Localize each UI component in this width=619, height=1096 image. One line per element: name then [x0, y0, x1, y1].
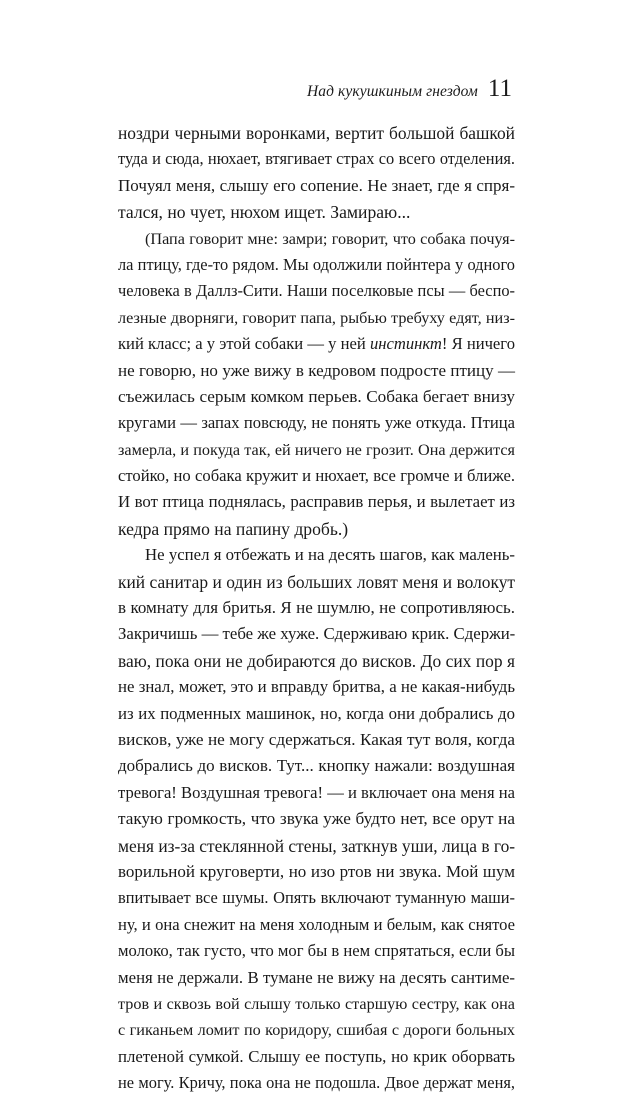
text-line: кедра прямо на папину дробь.) — [118, 518, 349, 539]
text-line: с гиканьем ломит по коридору, сшибая с дороги больных — [118, 1021, 515, 1040]
page-number: 11 — [487, 75, 512, 102]
text-line: меня не держали. В тумане не вижу на десять сантиме- — [118, 967, 515, 987]
text-line: замерла, и покуда так, ей ничего не грозит. Она держится — [118, 440, 515, 459]
text-line: Не успел я отбежать и на десять шагов, как малень- — [145, 545, 515, 565]
text-line: в комнату для бритья. Я не шумлю, не сопротивляюсь. — [118, 598, 515, 618]
text-line: не говорю, но уже вижу в кедровом подросте птицу — — [118, 360, 515, 380]
text-line: кий санитар и один из больших ловят меня и волокут — [118, 571, 515, 592]
text-line: из их подменных машинок, но, когда они добрались до — [118, 703, 515, 723]
text-line: добрались до висков. Тут... кнопку нажали: воздушная — [118, 756, 515, 776]
text-fragment: кий класс; а у этой собаки — у ней — [118, 334, 370, 354]
text-line: кругами — запах повсюду, не понять уже откуда. Птица — [118, 413, 515, 433]
text-line: стойко, но собака кружит и нюхает, все громче и ближе. — [118, 466, 515, 486]
body-text — [118, 120, 515, 1096]
text-line: ноздри черными воронками, вертит большой башкой — [118, 123, 515, 143]
text-line: съежилась серым комком перьев. Собака бегает внизу — [118, 386, 515, 406]
text-line: не знал, может, это и вправду бритва, а не какая-нибудь — [118, 677, 515, 697]
text-line: молоко, так густо, что мог бы в нем спрятаться, если бы — [118, 941, 516, 961]
text-line: лезные дворняги, говорит папа, рыбью требуху едят, низ- — [118, 308, 515, 327]
text-line — [118, 331, 515, 357]
text-line: меня из-за стеклянной стены, заткнув уши, лица в го- — [118, 835, 516, 856]
text-line: Закричишь — тебе же хуже. Сдерживаю крик. Сдержи- — [118, 624, 516, 644]
text-line: такую громкость, что звука уже будто нет, все орут на — [118, 809, 515, 829]
text-line: тревога! Воздушная тревога! — и включает она меня на — [118, 782, 515, 802]
text-line: Почуял меня, слышу его сопение. Не знает, где я спря- — [118, 175, 515, 195]
text-line: не могу. Кричу, пока она не подошла. Двое держат меня, — [118, 1073, 515, 1093]
text-line: тался, но чует, нюхом ищет. Замираю... — [118, 202, 411, 223]
text-fragment: ! Я ничего — [441, 334, 515, 354]
emphasized-word: инстинкт — [369, 334, 442, 354]
text-line: висков, уже не могу сдержаться. Какая тут воля, когда — [118, 729, 515, 749]
text-line: И вот птица поднялась, расправив перья, и вылетает из — [118, 492, 515, 512]
running-title: Над кукушкиным гнездом — [307, 83, 478, 100]
text-line: туда и сюда, нюхает, втягивает страх со всего отделения. — [118, 149, 515, 169]
text-line: ворильной круговерти, но изо ртов ни звука. Мой шум — [118, 861, 515, 881]
text-line: (Папа говорит мне: замри; говорит, что собака почуя- — [145, 229, 515, 248]
text-line: ваю, пока они не добираются до висков. До сих пор я — [118, 650, 515, 671]
text-line: ла птицу, где-то рядом. Мы одолжили пойнтера у одного — [118, 254, 515, 274]
text-line: впитывает все шумы. Опять включают туманную маши- — [118, 888, 515, 908]
text-line: человека в Даллз-Сити. Наши поселковые псы — беспо- — [118, 281, 515, 301]
text-line: плетеной сумкой. Слышу ее поступь, но крик оборвать — [118, 1046, 515, 1066]
running-head — [307, 76, 512, 106]
text-line: ну, и она снежит на меня холодным и белым, как снятое — [118, 914, 515, 934]
text-line: тров и сквозь вой слышу только старшую сестру, как она — [118, 994, 515, 1013]
